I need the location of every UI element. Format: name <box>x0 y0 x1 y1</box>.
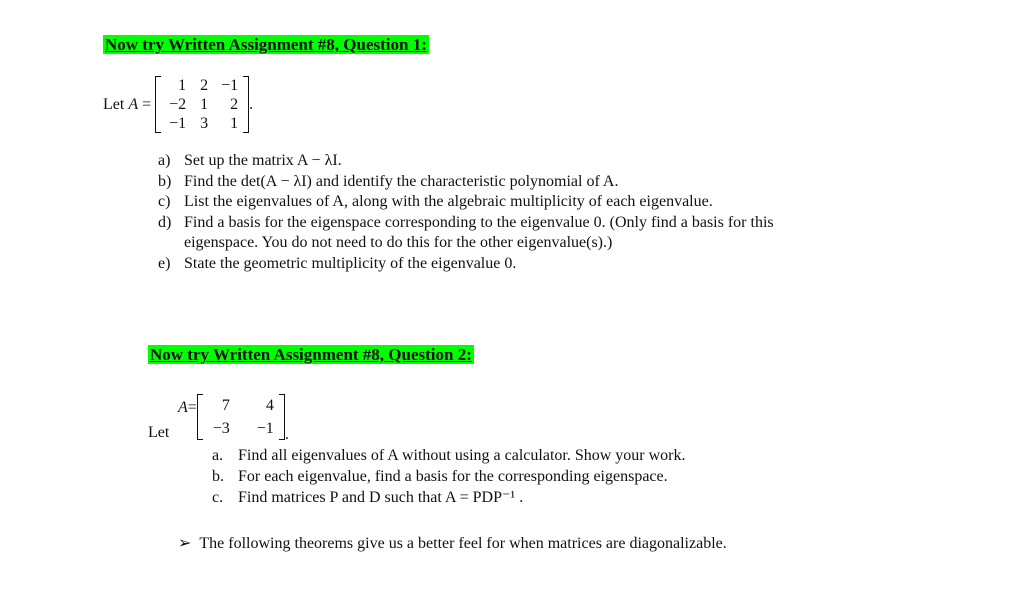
q2-matrix-definition <box>178 390 289 444</box>
equals: = <box>142 95 152 113</box>
item-text: List the eigenvalues of A, along with the algebraic multiplicity of each eigenvalue. <box>184 193 713 210</box>
matrix-cell: 1 <box>230 115 239 132</box>
list-item <box>212 487 686 508</box>
item-label: d) <box>158 213 172 231</box>
matrix-cell: −1 <box>256 420 274 437</box>
matrix-cell: 1 <box>178 77 187 94</box>
matrix-cell: 3 <box>200 115 209 132</box>
bullet-text: The following theorems give us a better feel for when matrices are diagonalizable. <box>199 535 727 552</box>
matrix-cell: 7 <box>221 397 230 414</box>
item-text: Find all eigenvalues of A without using a calculator. Show your work. <box>238 447 686 464</box>
q2-heading: Now try Written Assignment #8, Question 2: <box>150 345 472 364</box>
equals: = <box>187 399 197 416</box>
item-text: State the geometric multiplicity of the eigenvalue 0. <box>184 254 517 272</box>
matrix-cell: −3 <box>212 420 230 437</box>
matrix-a <box>155 76 249 133</box>
item-text: Set up the matrix A − λI. <box>184 152 342 169</box>
q2-items <box>212 445 686 508</box>
q1-items <box>158 151 774 274</box>
item-text: For each eigenvalue, find a basis for the corresponding eigenspace. <box>238 468 668 485</box>
item-label: c) <box>158 193 171 210</box>
list-item <box>212 445 686 466</box>
let-label: Let <box>103 95 125 113</box>
list-item <box>212 466 686 487</box>
matrix-a <box>197 394 285 440</box>
list-item <box>158 192 774 213</box>
matrix-cell: 2 <box>230 96 239 113</box>
matrix-var: A <box>128 95 139 113</box>
item-label: b. <box>212 468 224 485</box>
bullet-item <box>178 533 727 553</box>
matrix-cell: 2 <box>200 77 209 94</box>
let-label-2: Let <box>148 424 170 441</box>
item-label: c. <box>212 489 224 506</box>
period: . <box>249 95 254 113</box>
list-item <box>158 213 774 234</box>
matrix-cell: −1 <box>221 77 239 94</box>
item-text: Find a basis for the eigenspace corresponding to the eigenvalue 0. (Only find a basis for this <box>184 213 774 231</box>
item-label: b) <box>158 172 172 190</box>
q1-matrix-definition <box>103 76 253 133</box>
item-label: a. <box>212 447 224 464</box>
item-text: Find matrices P and D such that A = PDP⁻¹ . <box>238 489 524 506</box>
matrix-var: A <box>178 399 188 416</box>
matrix-cell: −2 <box>169 96 187 113</box>
matrix-cell: 4 <box>265 397 274 414</box>
list-item <box>158 172 774 193</box>
matrix-cell: −1 <box>169 115 187 132</box>
list-item <box>158 254 774 275</box>
list-item <box>158 151 774 172</box>
arrow-bullet-icon: ➢ <box>178 535 192 552</box>
matrix-cell: 1 <box>200 96 209 113</box>
list-item <box>158 233 774 254</box>
item-text: eigenspace. You do not need to do this for the other eigenvalue(s).) <box>184 234 613 251</box>
item-label: a) <box>158 152 171 169</box>
item-text: Find the det(A − λI) and identify the characteristic polynomial of A. <box>184 172 619 190</box>
period: . <box>284 426 289 443</box>
q1-heading: Now try Written Assignment #8, Question 1: <box>105 35 427 54</box>
item-label: e) <box>158 254 171 272</box>
